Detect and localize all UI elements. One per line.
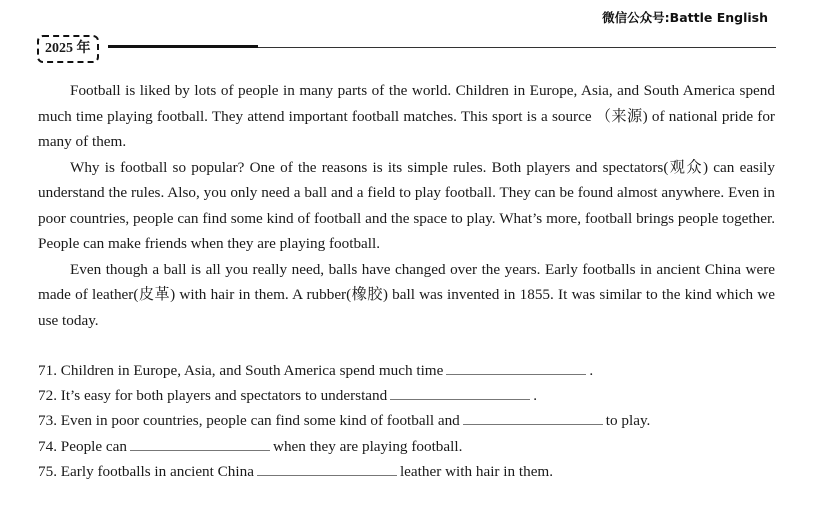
question-72-end: . xyxy=(533,387,538,405)
question-73-end: to play. xyxy=(605,412,651,430)
passage-paragraph-2: Why is football so popular? One of the reasons is its simple rules. Both players and spectators(观众) can easily understand the rules. Also, you only need a ball and a field to play football. They can be found almost anywhere. Even in poor countries, people can find some kind of football and the space to play. What’s more, football brings people together. People can make friends when they are playing football. xyxy=(38,158,775,252)
answer-blank-72[interactable] xyxy=(390,385,530,400)
passage-paragraph-1: Football is liked by lots of people in many parts of the world. Children in Europe, Asia, and South America spend much time playing football. They attend important football matches. This sport is a source （来源) of national pride for many of them. xyxy=(38,82,775,150)
question-74-text: 74. People can xyxy=(38,437,127,455)
question-71-text: 71. Children in Europe, Asia, and South America spend much time xyxy=(38,362,444,379)
watermark-text: 微信公众号:Battle English xyxy=(602,10,768,25)
question-list xyxy=(38,358,775,484)
question-72-text: 72. It’s easy for both players and spectators to understand xyxy=(38,387,388,405)
question-73-text: 73. Even in poor countries, people can find some kind of football and xyxy=(38,412,460,430)
question-71 xyxy=(38,358,775,383)
answer-blank-73[interactable] xyxy=(463,410,603,425)
question-74 xyxy=(38,434,775,459)
question-73 xyxy=(38,408,775,433)
question-72 xyxy=(38,383,775,408)
header-rule-thick xyxy=(108,45,258,48)
answer-blank-74[interactable] xyxy=(130,436,270,451)
question-75-end: leather with hair in them. xyxy=(399,462,554,480)
answer-blank-75[interactable] xyxy=(257,461,397,476)
question-71-end: . xyxy=(589,362,594,379)
question-74-end: when they are playing football. xyxy=(273,437,463,455)
header-rule-thin xyxy=(258,47,776,48)
passage-paragraph-3: Even though a ball is all you really need, balls have changed over the years. Early footballs in ancient China were made of leather(皮革) with hair in them. A rubber(橡胶) ball was invented in 1855. It was similar to the kind which we use today. xyxy=(38,260,775,329)
year-badge: 2025 年 xyxy=(37,35,99,63)
answer-blank-71[interactable] xyxy=(446,360,586,375)
question-75-text: 75. Early footballs in ancient China xyxy=(38,462,254,480)
reading-passage xyxy=(38,78,775,333)
question-75 xyxy=(38,459,775,484)
